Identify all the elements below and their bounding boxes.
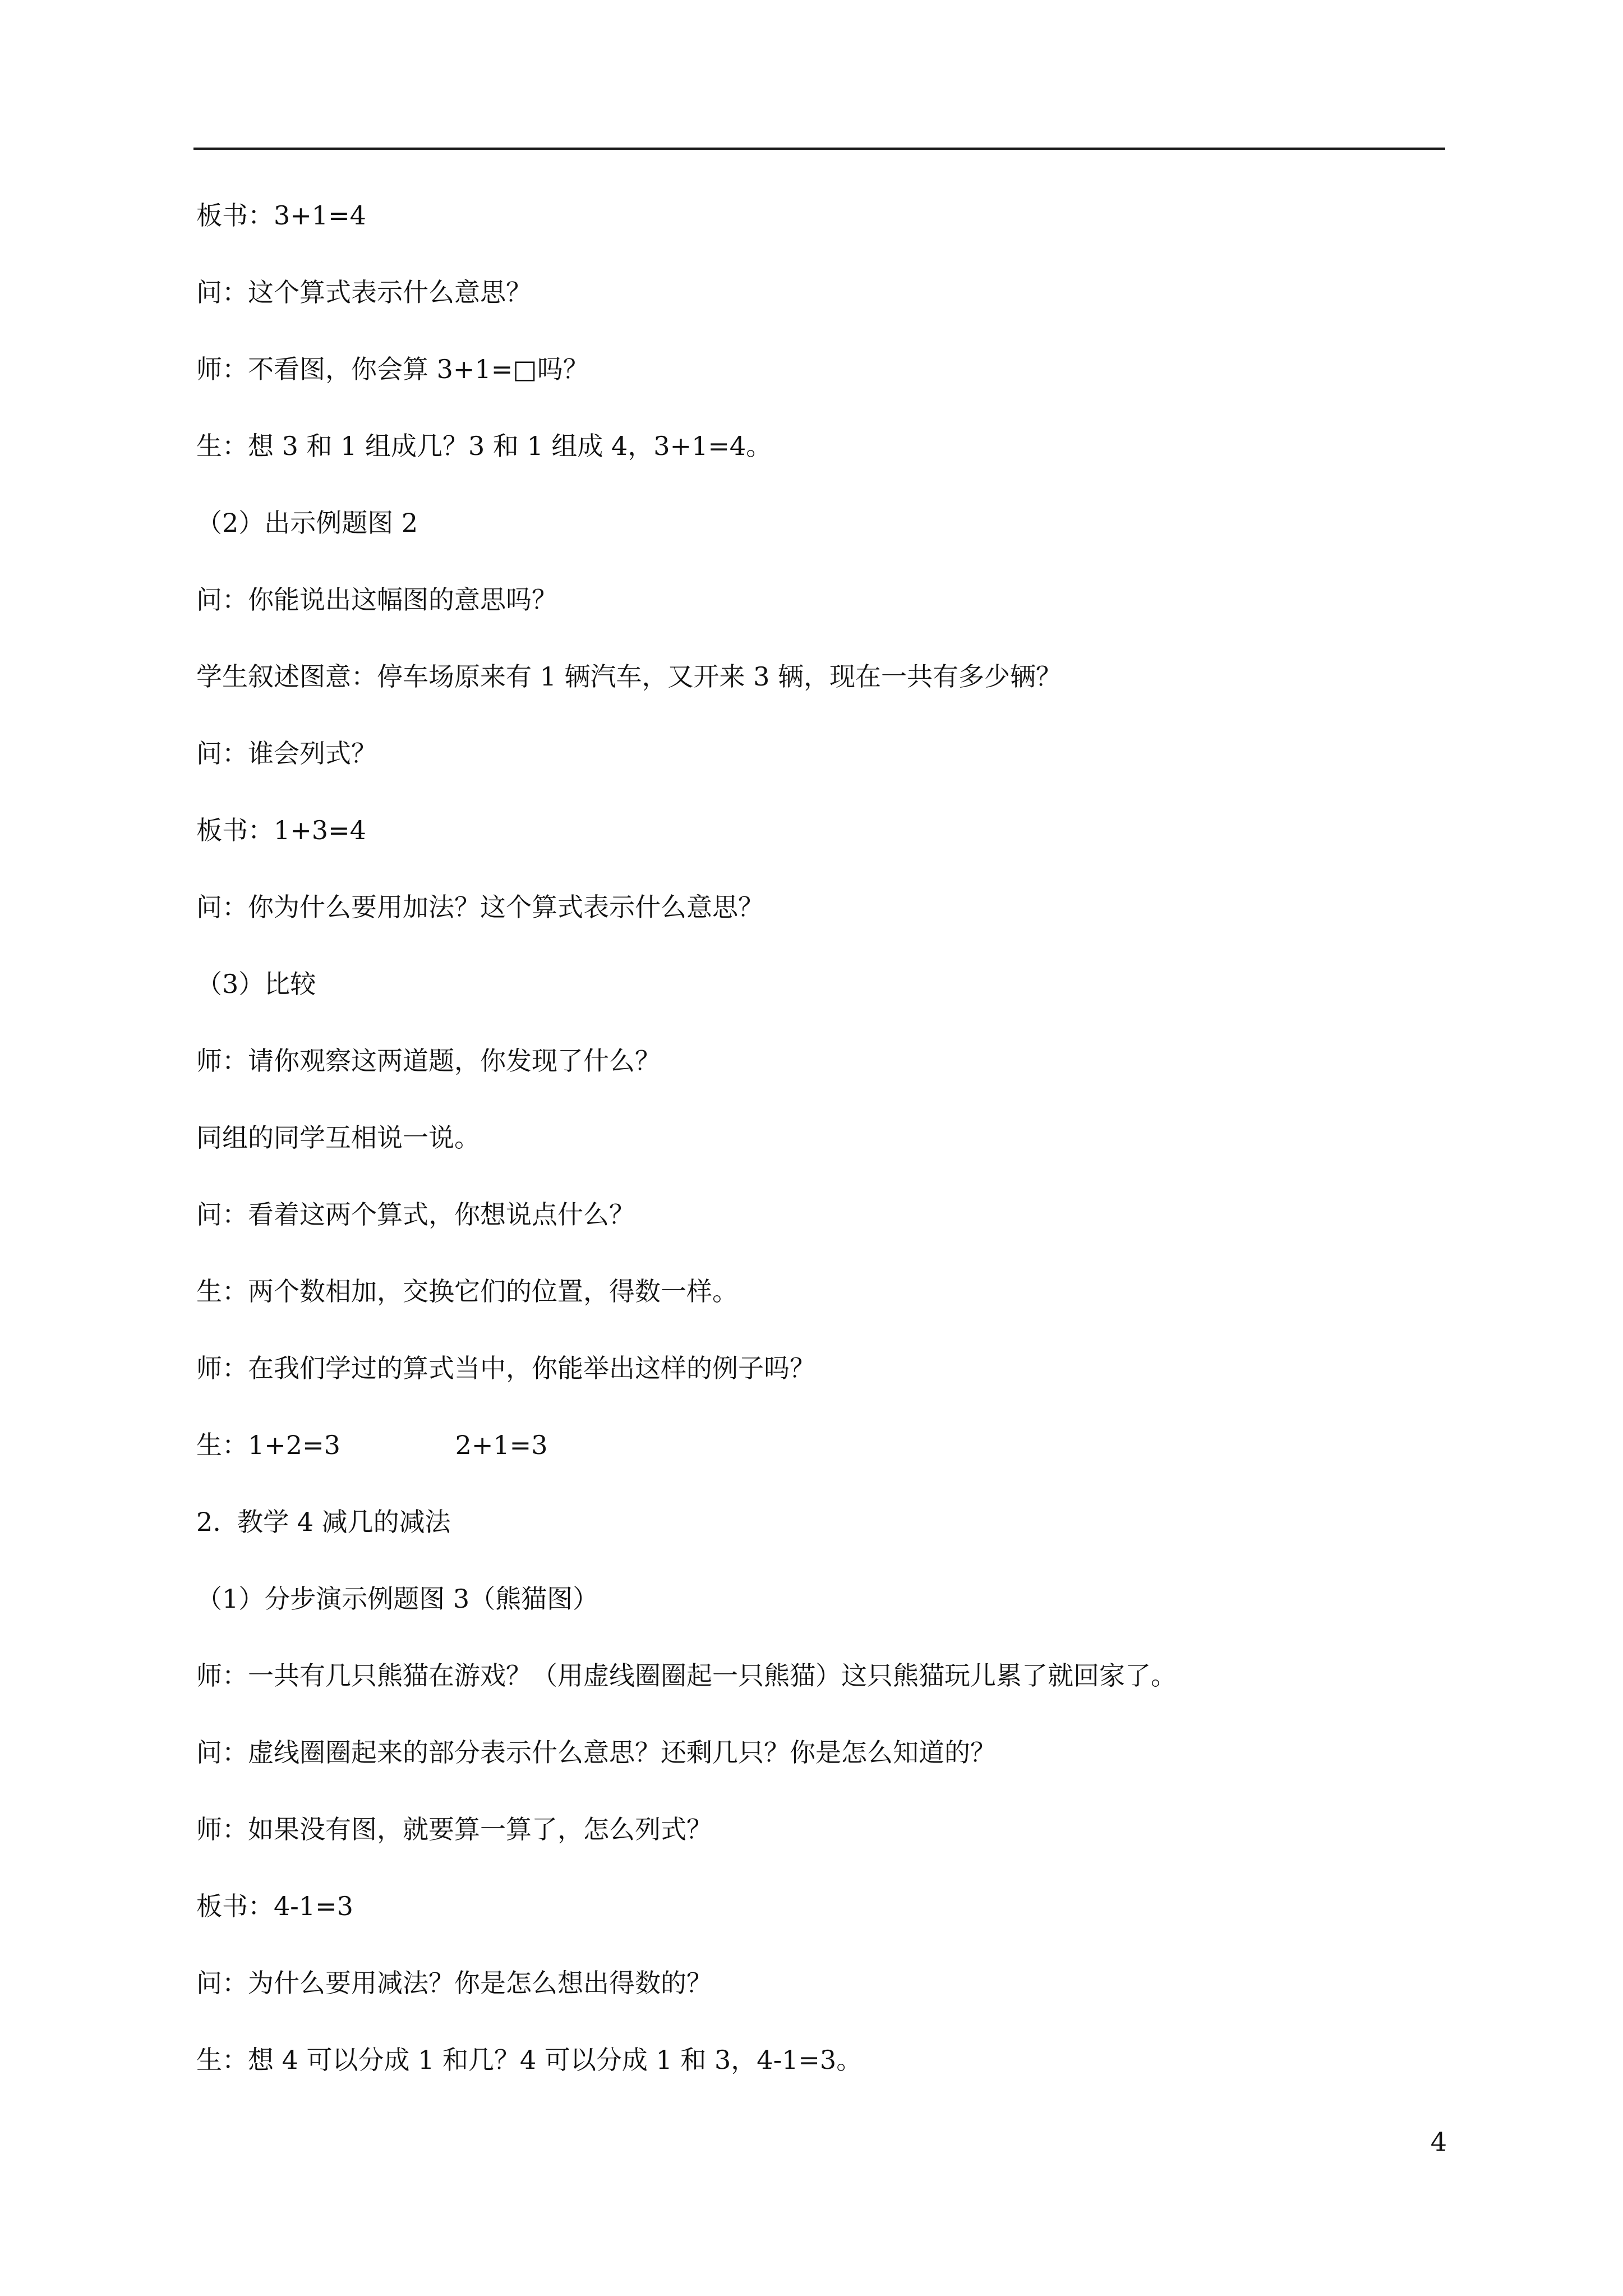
text-line: 师：一共有几只熊猫在游戏？（用虚线圈圈起一只熊猫）这只熊猫玩儿累了就回家了。: [196, 1660, 1177, 1691]
text-line: 师：如果没有图，就要算一算了，怎么列式？: [196, 1814, 712, 1844]
text-line: 问：虚线圈圈起来的部分表示什么意思？还剩几只？你是怎么知道的？: [196, 1737, 996, 1768]
text-line: （2）出示例题图 2: [196, 508, 418, 538]
text-line: 问：这个算式表示什么意思？: [196, 277, 532, 307]
text-line: 同组的同学互相说一说。: [196, 1122, 480, 1153]
text-line: 师：在我们学过的算式当中，你能举出这样的例子吗？: [196, 1353, 815, 1383]
text-line: 生：1+2=3 2+1=3: [196, 1430, 548, 1460]
text-line: 板书：4-1=3: [196, 1891, 353, 1921]
text-line: 学生叙述图意：停车场原来有 1 辆汽车，又开来 3 辆，现在一共有多少辆？: [196, 661, 1062, 692]
text-line: （3）比较: [196, 969, 316, 999]
text-line: 板书：1+3=4: [196, 815, 366, 845]
text-line: 师：不看图，你会算 3+1=□吗？: [196, 354, 589, 384]
text-line: 问：谁会列式？: [196, 738, 377, 769]
text-line: 生：想 3 和 1 组成几？3 和 1 组成 4，3+1=4。: [196, 431, 772, 461]
text-line: 板书：3+1=4: [196, 200, 366, 231]
text-line: 师：请你观察这两道题，你发现了什么？: [196, 1046, 661, 1076]
text-line: 生：两个数相加，交换它们的位置，得数一样。: [196, 1276, 738, 1306]
text-line: 问：为什么要用减法？你是怎么想出得数的？: [196, 1968, 712, 1998]
page-number: 4: [1430, 2127, 1447, 2157]
text-line: 问：你为什么要用加法？这个算式表示什么意思？: [196, 892, 764, 922]
text-line: 问：看着这两个算式，你想说点什么？: [196, 1199, 635, 1230]
text-line: （1）分步演示例题图 3（熊猫图）: [196, 1584, 599, 1614]
header-rule: [193, 148, 1445, 150]
text-line: 生：想 4 可以分成 1 和几？4 可以分成 1 和 3，4-1=3。: [196, 2045, 863, 2075]
text-line: 问：你能说出这幅图的意思吗？: [196, 585, 557, 615]
text-line: 2. 教学 4 减几的减法: [196, 1507, 451, 1537]
document-body: [196, 200, 1441, 2121]
